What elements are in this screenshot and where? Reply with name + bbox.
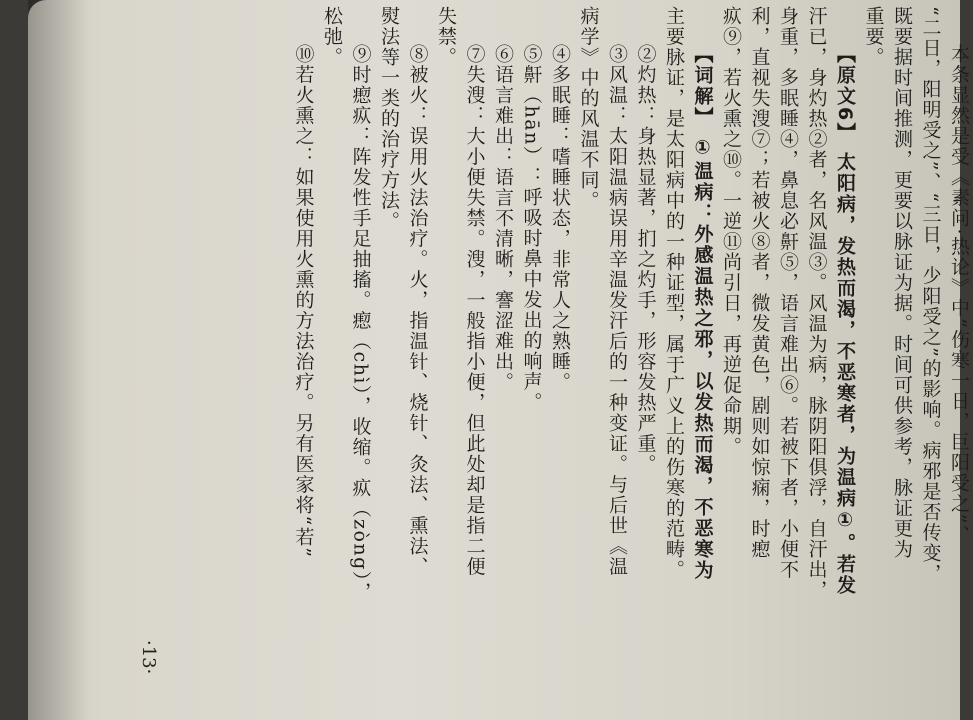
glossary-item: ⑦失溲：大小便失禁。溲，一般指小便，但此处却是指二便 (463, 44, 486, 577)
glossary-item: ⑤鼾（hān）：呼吸时鼻中发出的响声。 (520, 44, 543, 413)
glossary-item: ②灼热：身热显著，扪之灼手，形容发热严重。 (634, 44, 657, 475)
text-line: 疭⑨，若火熏之⑩。一逆⑪尚引日，再逆促命期。 (720, 6, 742, 457)
glossary-item: ⑥语言难出：语言不清晰，謇涩难出。 (492, 44, 514, 393)
page-number: ·13· (138, 640, 159, 675)
text-line: 熨法等一类的治疗方法。 (378, 6, 400, 232)
glossary-item: ⑧被火：误用火法治疗。火，指温针、烧针、灸法、熏法、 (406, 44, 429, 577)
text-line: 主要脉证，是太阳病中的一种证型，属于广义上的伤寒的范畴。 (663, 6, 685, 580)
glossary-item: ⑩若火熏之：如果使用火熏的方法治疗。另有医家将“若” (292, 44, 315, 559)
text-line: 利，直视失溲⑦；若被火⑧者，微发黄色，剧则如惊痫，时瘛 (748, 6, 771, 560)
text-line: 松弛。 (321, 6, 343, 68)
text-line: 汗已，身灼热②者，名风温③。风温为病，脉阴阳俱浮，自汗出， (805, 6, 828, 601)
text-line: 失禁。 (435, 6, 457, 68)
text-line: 本条显然是受《素问·热论》中“伤寒一日，巨阳受之”、 (948, 44, 970, 546)
glossary-item: ⑨时瘛疭：阵发性手足抽搐。瘛（chì），收缩。疭（zòng）， (349, 44, 372, 603)
section-heading-original-text: 【原文6】 太阳病，发热而渴，不恶寒者，为温病①。若发 (834, 44, 856, 596)
text-line: 病学》中的风温不同。 (577, 6, 600, 211)
text-line: “二日，阳明受之”、“三日，少阳受之”的影响。病邪是否传变， (919, 6, 942, 584)
page-spine-shadow (28, 0, 88, 720)
glossary-item: ④多眠睡：嗜睡状态，非常人之熟睡。 (549, 44, 571, 393)
book-page (28, 0, 970, 720)
text-line: 身重，多眠睡④，鼻息必鼾⑤，语言难出⑥。若被下者，小便不 (777, 6, 799, 580)
text-line: 重要。 (862, 6, 885, 68)
section-heading-glossary: 【词解】 ①温病：外感温热之邪，以发热而渴，不恶寒为 (691, 44, 714, 581)
body-text (128, 6, 973, 696)
glossary-item: ③风温：太阳温病误用辛温发汗后的一种变证。与后世《温 (606, 44, 628, 577)
text-line: 既要据时间推测，更要以脉证为据。时间可供参考，脉证更为 (891, 6, 913, 560)
